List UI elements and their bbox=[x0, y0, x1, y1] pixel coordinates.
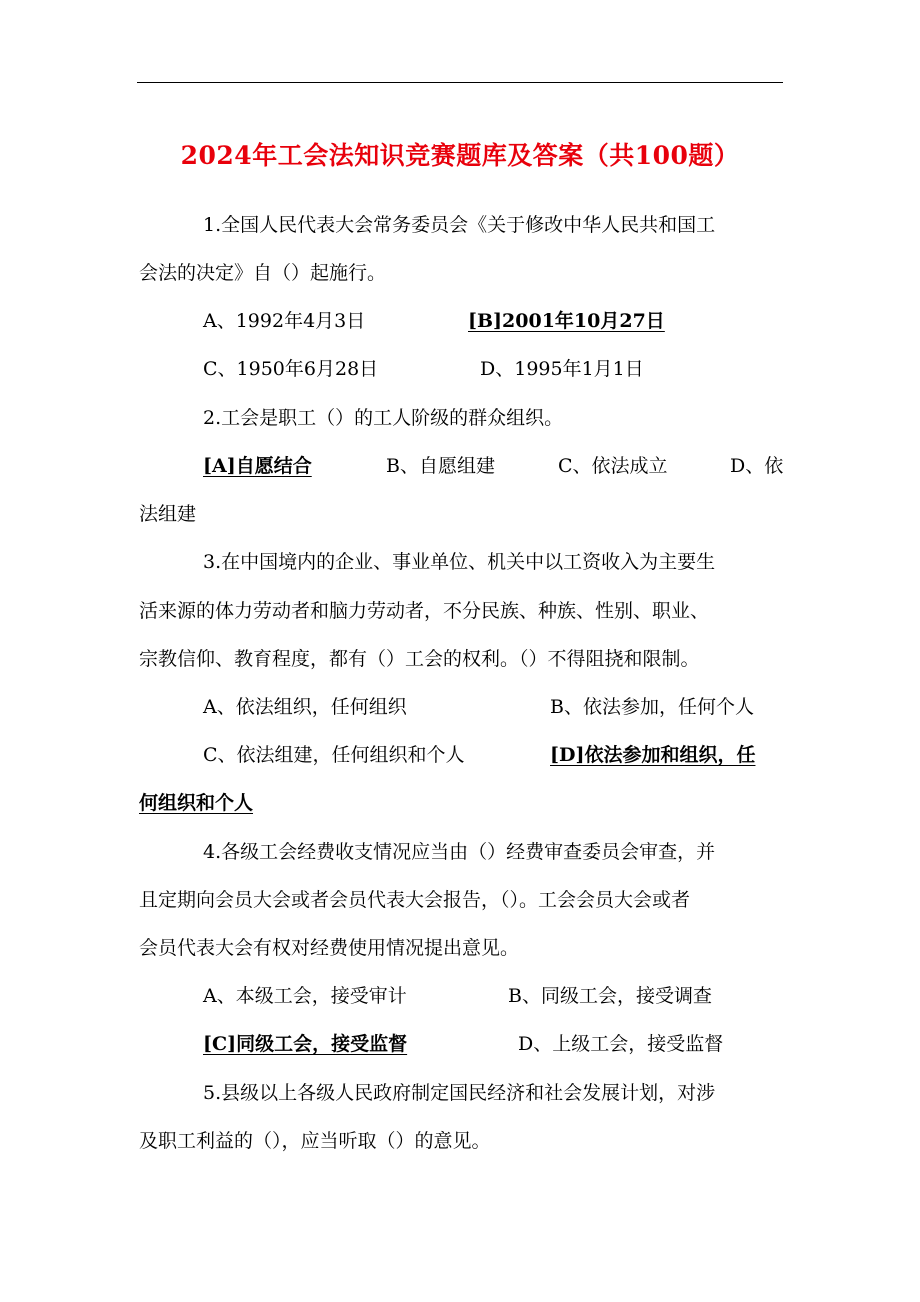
question-2-option-c: C、依法成立 bbox=[558, 455, 668, 477]
question-2-stem: 2.工会是职工（）的工人阶级的群众组织。 bbox=[203, 407, 564, 429]
question-1-stem-line-1: 1.全国人民代表大会常务委员会《关于修改中华人民共和国工 bbox=[203, 214, 716, 236]
question-2-option-d-line-2: 法组建 bbox=[139, 503, 197, 525]
question-4-option-a: A、本级工会，接受审计 bbox=[203, 985, 407, 1007]
question-3-option-a: A、依法组织，任何组织 bbox=[203, 696, 407, 718]
question-3-option-b: B、依法参加，任何个人 bbox=[550, 696, 754, 718]
question-2-option-d-line-1: D、依 bbox=[730, 455, 784, 477]
question-4-stem-line-3: 会员代表大会有权对经费使用情况提出意见。 bbox=[139, 937, 520, 959]
question-2-option-b: B、自愿组建 bbox=[386, 455, 495, 477]
question-1-option-d: D、1995年1月1日 bbox=[480, 358, 644, 380]
question-1-option-b-answer: [B]2001年10月27日 bbox=[468, 310, 665, 332]
question-3-option-c: C、依法组建，任何组织和个人 bbox=[203, 744, 465, 766]
question-3-option-d-answer-line-1: [D]依法参加和组织，任 bbox=[550, 744, 756, 766]
header-rule bbox=[137, 82, 783, 83]
question-4-option-b: B、同级工会，接受调查 bbox=[508, 985, 712, 1007]
question-3-stem-line-2: 活来源的体力劳动者和脑力劳动者，不分民族、种族、性别、职业、 bbox=[139, 600, 710, 622]
question-4-option-c-answer: [C]同级工会，接受监督 bbox=[203, 1033, 408, 1055]
question-4-stem-line-2: 且定期向会员大会或者会员代表大会报告，（）。工会会员大会或者 bbox=[139, 889, 691, 911]
question-1-option-a: A、1992年4月3日 bbox=[203, 310, 366, 332]
question-4-option-d: D、上级工会，接受监督 bbox=[518, 1033, 724, 1055]
question-5-stem-line-1: 5.县级以上各级人民政府制定国民经济和社会发展计划，对涉 bbox=[203, 1082, 716, 1104]
question-1-option-c: C、1950年6月28日 bbox=[203, 358, 379, 380]
question-5-stem-line-2: 及职工利益的（），应当听取（）的意见。 bbox=[139, 1130, 491, 1152]
question-1-stem-line-2: 会法的决定》自（）起施行。 bbox=[139, 262, 387, 284]
question-2-option-a-answer: [A]自愿结合 bbox=[203, 455, 312, 477]
question-3-option-d-answer-line-2: 何组织和个人 bbox=[139, 792, 254, 814]
question-4-stem-line-1: 4.各级工会经费收支情况应当由（）经费审查委员会审查，并 bbox=[203, 841, 716, 863]
question-3-stem-line-3: 宗教信仰、教育程度，都有（）工会的权利。（）不得阻挠和限制。 bbox=[139, 648, 700, 670]
document-title: 2024年工会法知识竞赛题库及答案（共100题） bbox=[180, 141, 740, 170]
question-3-stem-line-1: 3.在中国境内的企业、事业单位、机关中以工资收入为主要生 bbox=[203, 551, 716, 573]
